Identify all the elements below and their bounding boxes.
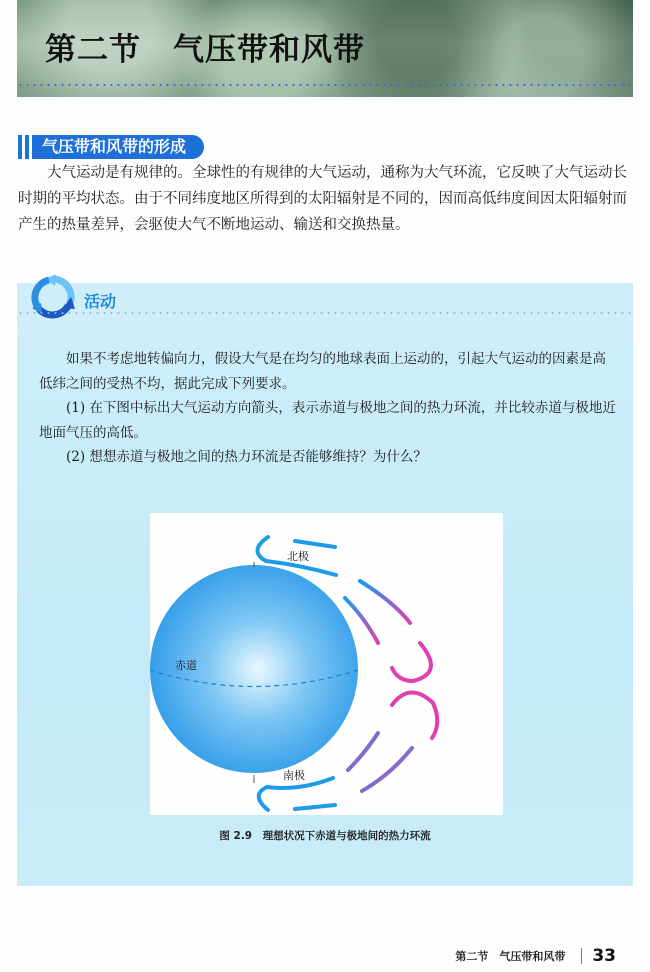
figure-caption: 图 2.9 理想状况下赤道与极地间的热力环流	[219, 830, 431, 842]
page-footer	[455, 946, 616, 966]
south-pole-label-html: 南极	[283, 769, 305, 782]
activity-box	[17, 283, 633, 886]
north-pole-label-html: 北极	[287, 550, 309, 563]
chapter-banner	[17, 0, 633, 97]
activity-text	[39, 347, 617, 470]
page-number: 33	[592, 946, 616, 966]
section-heading-label: 气压带和风带的形成	[32, 135, 204, 159]
section-heading	[18, 134, 204, 160]
activity-label: 活动	[84, 292, 117, 311]
activity-dotted-divider	[17, 312, 633, 314]
footer-divider	[581, 948, 582, 964]
footer-section-name: 第二节 气压带和风带	[455, 950, 566, 963]
activity-question-1: (1) 在下图中标出大气运动方向箭头，表示赤道与极地之间的热力环流，并比较赤道与极地近地面气压的高低。	[39, 400, 616, 441]
chapter-title: 第二节 气压带和风带	[45, 32, 365, 68]
activity-question-2: (2) 想想赤道与极地之间的热力环流是否能够维持？为什么？	[66, 449, 427, 465]
heading-bar-decoration	[18, 135, 22, 159]
banner-dotted-divider	[17, 84, 633, 86]
figure-thermal-circulation	[150, 513, 503, 815]
heading-bar-decoration	[25, 135, 29, 159]
globe-diagram	[150, 513, 503, 815]
intro-paragraph: 大气运动是有规律的。全球性的有规律的大气运动，通称为大气环流，它反映了大气运动长时期的平均状态。由于不同纬度地区所得到的太阳辐射是不同的，因而高低纬度间因太阳辐射而产生的热量差异，会驱使大气不断地运动、输送和交换热量。	[18, 165, 627, 233]
equator-label-outside: 赤道	[175, 659, 197, 672]
intro-text	[18, 160, 630, 238]
activity-paragraph: 如果不考虑地转偏向力，假设大气是在均匀的地球表面上运动的，引起大气运动的因素是高低纬之间的受热不均，据此完成下列要求。	[39, 351, 606, 392]
